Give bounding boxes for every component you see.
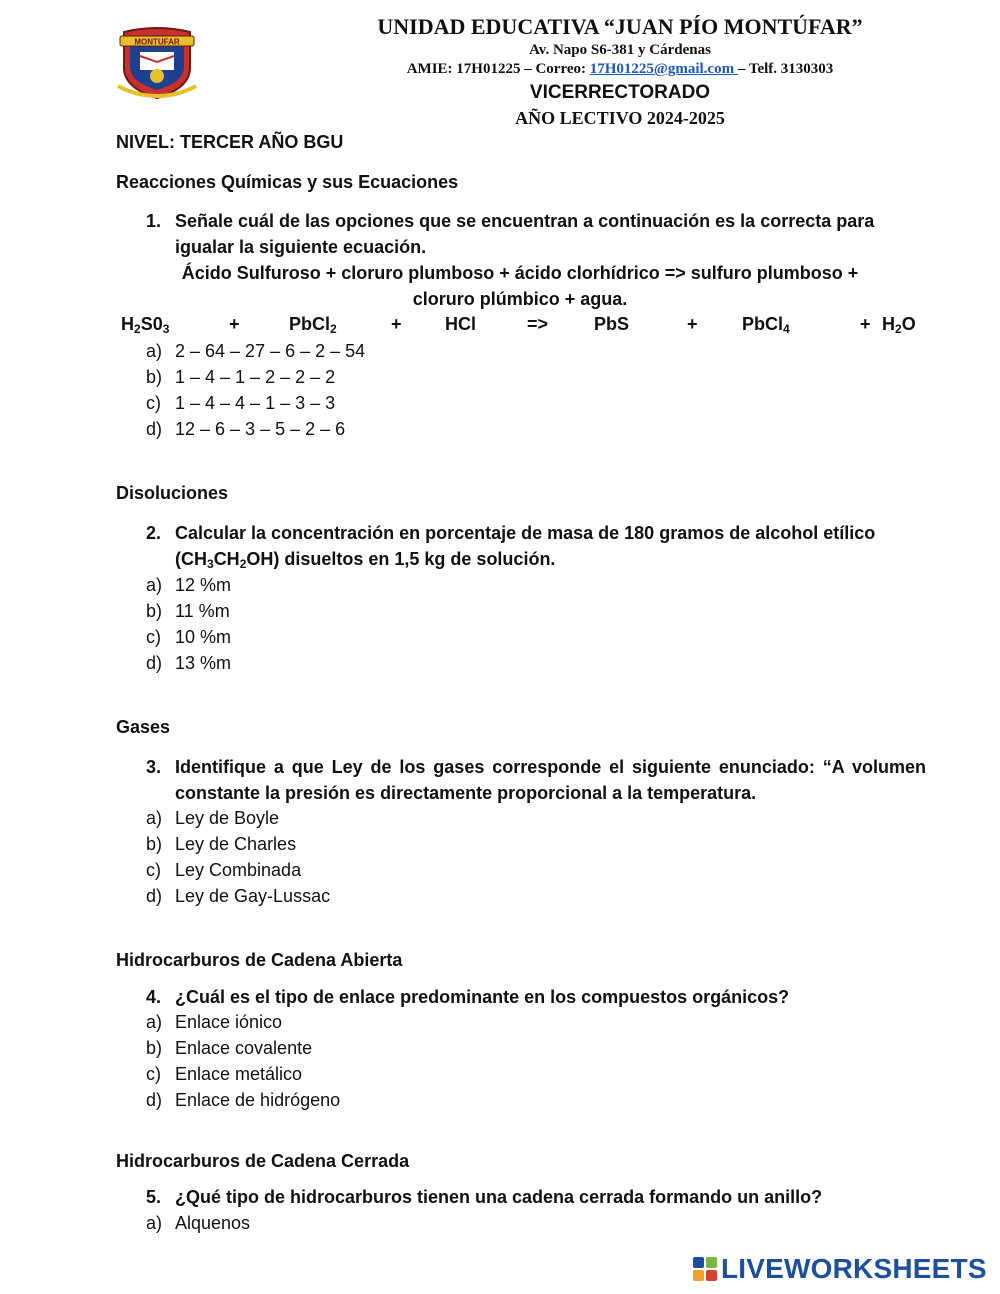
equation-words-line2: cloruro plúmbico + agua. [412, 289, 628, 309]
school-contact [340, 61, 900, 78]
answer-option[interactable]: c) 1 – 4 – 4 – 1 – 3 – 3 [146, 393, 336, 413]
formula-hydrochloric-acid: HCl [445, 314, 476, 334]
svg-text:MONTUFAR: MONTUFAR [134, 37, 180, 47]
question-3 [146, 754, 926, 806]
formula-lead-sulfide: PbS [594, 314, 630, 334]
reaction-arrow: => [527, 314, 549, 334]
answer-option[interactable]: c) Ley Combinada [146, 860, 302, 880]
school-address: Av. Napo S6-381 y Cárdenas [529, 42, 711, 58]
formula-water: $H_2O$ [882, 314, 916, 336]
plus-sign: + [860, 314, 871, 334]
answer-option[interactable]: d) Enlace de hidrógeno [146, 1090, 341, 1110]
answer-option[interactable]: b) 11 %m [146, 601, 230, 621]
amie-code: AMIE: 17H01225 – Correo: [406, 61, 590, 77]
liveworksheets-wordmark: LIVEWORKSHEETS [721, 1253, 987, 1284]
question-5 [146, 1184, 926, 1210]
question-2 [146, 520, 926, 577]
office-title: VICERRECTORADO [529, 82, 711, 103]
answer-option[interactable]: c) Enlace metálico [146, 1064, 303, 1084]
school-name: UNIDAD EDUCATIVA “JUAN PÍO MONTÚFAR” [377, 14, 863, 39]
question-number: 1. [146, 211, 162, 231]
equation-words-line1: Ácido Sulfuroso + cloruro plumboso + ácido clorhídrico => sulfuro plumboso + [181, 263, 859, 283]
answer-option[interactable]: a) Alquenos [146, 1213, 251, 1233]
answer-option[interactable]: b) Enlace covalente [146, 1038, 313, 1058]
email-link[interactable]: 17H01225@gmail.com [589, 61, 738, 77]
answer-option[interactable]: b) Ley de Charles [146, 834, 297, 854]
answer-option[interactable]: a) Ley de Boyle [146, 808, 280, 828]
plus-sign: + [229, 314, 240, 334]
section-title: Hidrocarburos de Cadena Cerrada [116, 1151, 410, 1171]
answer-option[interactable]: a) Enlace iónico [146, 1012, 283, 1032]
liveworksheets-logo [692, 1254, 987, 1284]
answer-option[interactable]: b) 1 – 4 – 1 – 2 – 2 – 2 [146, 367, 336, 387]
question-text: ¿Cuál es el tipo de enlace predominante en los compuestos orgánicos? [175, 987, 790, 1007]
question-number: 5. [146, 1187, 162, 1207]
liveworksheets-icon [692, 1256, 718, 1282]
level-label: NIVEL: TERCER AÑO BGU [116, 132, 344, 152]
section-title: Reacciones Químicas y sus Ecuaciones [116, 172, 459, 192]
formula-lead-ii-chloride: PbCl$_2$ [289, 314, 337, 336]
question-number: 2. [146, 523, 162, 543]
formula-sulfurous-acid: $H_2S0_3$ [121, 314, 170, 336]
answer-option[interactable]: d) 12 – 6 – 3 – 5 – 2 – 6 [146, 419, 346, 439]
question-number: 4. [146, 987, 162, 1007]
answer-option[interactable]: d) 13 %m [146, 653, 232, 673]
formula-lead-iv-chloride: PbCl$_4$ [742, 314, 790, 336]
plus-sign: + [391, 314, 402, 334]
section-title: Hidrocarburos de Cadena Abierta [116, 950, 403, 970]
question-number: 3. [146, 757, 162, 777]
school-logo [116, 24, 198, 100]
question-text: Señale cuál de las opciones que se encuentran a continuación es la correcta para igualar la siguiente ecuación. [175, 211, 875, 257]
answer-option[interactable]: c) 10 %m [146, 627, 232, 647]
question-1 [146, 208, 926, 260]
question-text: Calcular la concentración en porcentaje de masa de 180 gramos de alcohol etílico $(CH_3CH_2OH)$ disueltos en 1,5 kg de solución. [175, 523, 876, 571]
school-year: AÑO LECTIVO 2024-2025 [515, 108, 725, 128]
question-text: Identifique a que Ley de los gases corresponde el siguiente enunciado: “A volumen constante la presión es directamente proporcional a la temperatura. [175, 757, 926, 803]
answer-option[interactable]: a) 12 %m [146, 575, 232, 595]
phone-number: – Telf. 3130303 [737, 61, 834, 77]
section-title: Disoluciones [116, 483, 229, 503]
question-4 [146, 984, 926, 1010]
answer-option[interactable]: d) Ley de Gay-Lussac [146, 886, 331, 906]
question-text: ¿Qué tipo de hidrocarburos tienen una cadena cerrada formando un anillo? [175, 1187, 823, 1207]
section-title: Gases [116, 717, 171, 737]
answer-option[interactable]: a) 2 – 64 – 27 – 6 – 2 – 54 [146, 341, 366, 361]
plus-sign: + [687, 314, 698, 334]
